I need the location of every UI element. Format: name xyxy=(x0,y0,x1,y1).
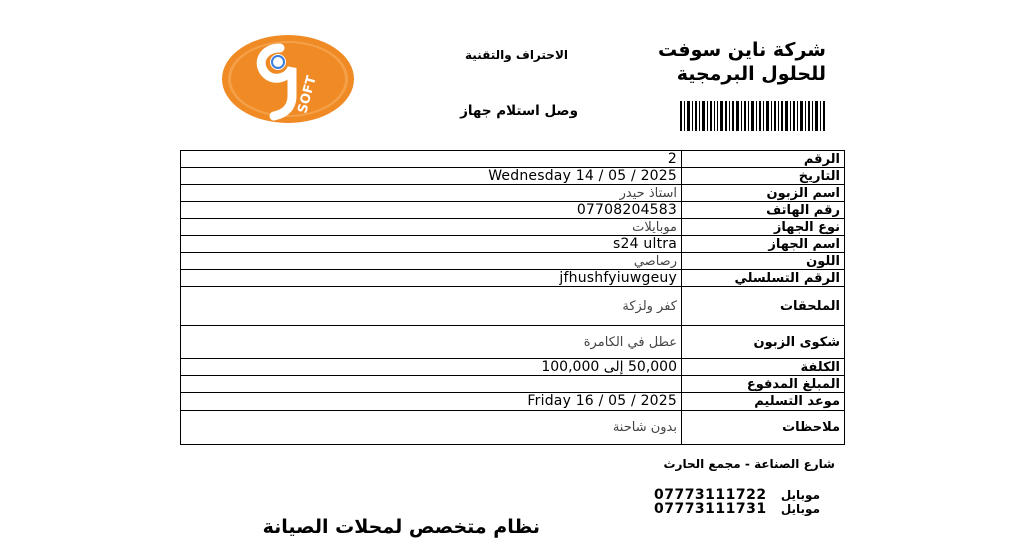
company-name-line1: شركة ناين سوفت xyxy=(658,39,826,61)
receipt-date-value: Wednesday 14 / 05 / 2025 xyxy=(181,168,682,185)
row-label: المبلغ المدفوع xyxy=(682,376,845,393)
row-label: اسم الزبون xyxy=(682,185,845,202)
device-name-value: s24 ultra xyxy=(181,236,682,253)
tagline: الاحتراف والتقنية xyxy=(465,48,568,62)
barcode-icon xyxy=(680,101,825,131)
table-row-number xyxy=(181,151,845,168)
row-label: الكلفة xyxy=(682,359,845,376)
table-row-device-name xyxy=(181,236,845,253)
table-row-date xyxy=(181,168,845,185)
row-label: الرقم xyxy=(682,151,845,168)
logo-word: SOFT xyxy=(295,74,320,116)
mobile-number: 07773111722 xyxy=(653,487,767,503)
row-label: نوع الجهاز xyxy=(682,219,845,236)
company-name xyxy=(658,38,826,86)
mobile-label: موبايل xyxy=(780,502,820,516)
footer-slogan: نظام متخصص لمحلات الصيانة xyxy=(262,516,540,538)
document-title: وصل استلام جهاز xyxy=(460,103,578,119)
nine-soft-logo-icon xyxy=(214,34,356,124)
mobile-label: موبايل xyxy=(780,488,820,502)
phone-value: 07708204583 xyxy=(181,202,682,219)
customer-name-value: استاذ حيدر xyxy=(181,185,682,202)
table-row-customer xyxy=(181,185,845,202)
row-label: الملحقات xyxy=(682,287,845,326)
delivery-date-value: Friday 16 / 05 / 2025 xyxy=(181,393,682,411)
table-row-device-type xyxy=(181,219,845,236)
complaint-value: عطل في الكامرة xyxy=(181,326,682,359)
accessories-value: كفر ولزكة xyxy=(181,287,682,326)
table-row-paid xyxy=(181,376,845,393)
row-label: اللون xyxy=(682,253,845,270)
receipt-table xyxy=(180,150,845,445)
color-value: رصاصي xyxy=(181,253,682,270)
mobile-number: 07773111731 xyxy=(653,501,767,517)
table-row-accessories xyxy=(181,287,845,326)
row-label: شكوى الزبون xyxy=(682,326,845,359)
row-label: التاريخ xyxy=(682,168,845,185)
receipt-number-value: 2 xyxy=(181,151,682,168)
device-type-value: موبايلات xyxy=(181,219,682,236)
company-name-line2: للحلول البرمجية xyxy=(676,63,826,85)
table-row-phone xyxy=(181,202,845,219)
serial-value: jfhushfyiuwgeuy xyxy=(181,270,682,287)
row-label: رقم الهاتف xyxy=(682,202,845,219)
notes-value: بدون شاحنة xyxy=(181,411,682,445)
cost-value: 50,000 إلى 100,000 xyxy=(181,359,682,376)
table-row-color xyxy=(181,253,845,270)
table-row-cost xyxy=(181,359,845,376)
row-label: ملاحظات xyxy=(682,411,845,445)
table-row-serial xyxy=(181,270,845,287)
row-label: موعد التسليم xyxy=(682,393,845,411)
shop-address: شارع الصناعة - مجمع الحارث xyxy=(663,457,835,471)
table-row-complaint xyxy=(181,326,845,359)
mobile-2 xyxy=(560,501,820,517)
table-row-notes xyxy=(181,411,845,445)
paid-value xyxy=(181,376,682,393)
table-row-delivery xyxy=(181,393,845,411)
row-label: الرقم التسلسلي xyxy=(682,270,845,287)
row-label: اسم الجهاز xyxy=(682,236,845,253)
